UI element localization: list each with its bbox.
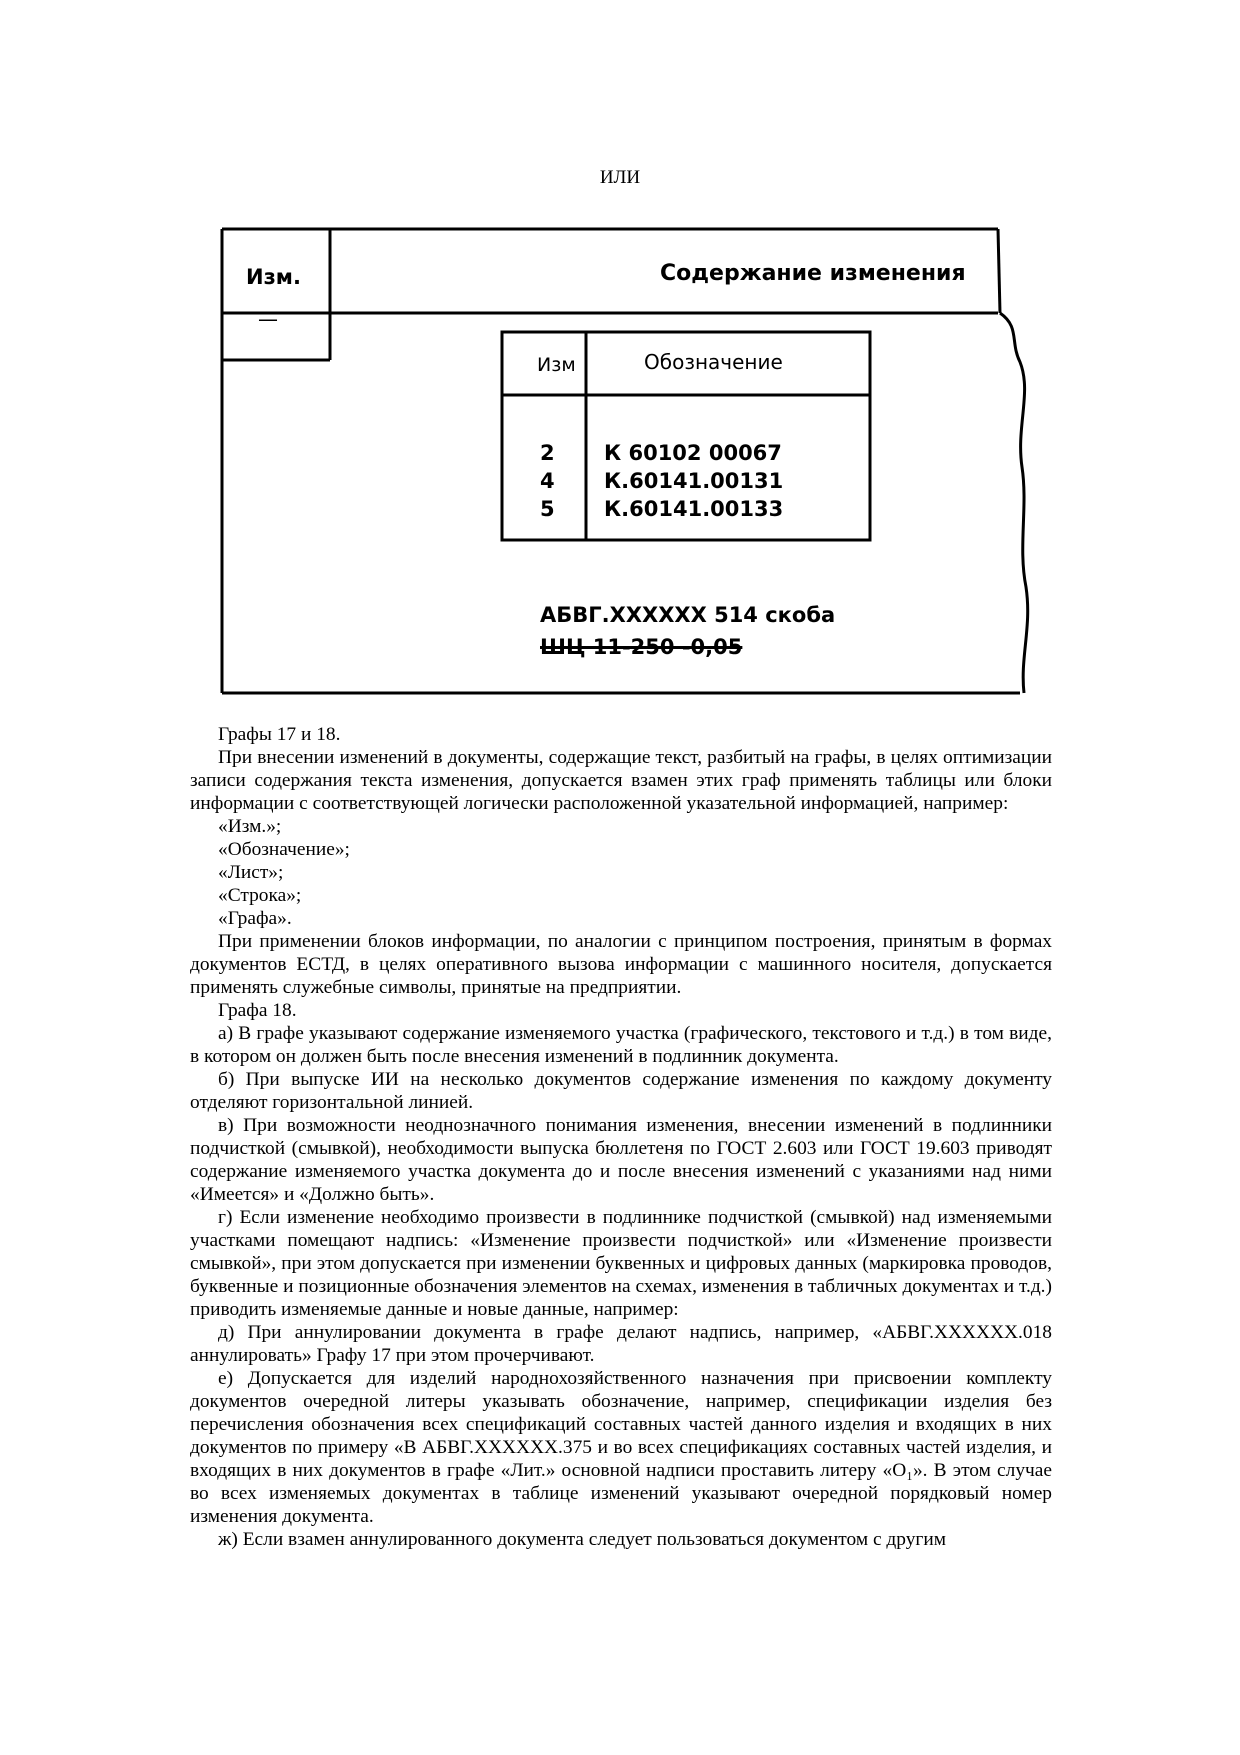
inner-col-oboz: Обозначение xyxy=(644,350,783,374)
list-item: «Лист»; xyxy=(218,862,284,883)
paragraph: а) В графе указывают содержание изменяемого участка (графического, текстового и т.д.) в том виде, в котором он должен быть после внесения изменений в подлинник документа. xyxy=(190,1023,1052,1067)
inner-row-code: К.60141.00131 xyxy=(604,469,784,493)
body-text xyxy=(190,723,1052,1551)
paragraph: При применении блоков информации, по аналогии с принципом построения, принятым в формах документов ЕСТД, в целях оперативного вызова информации с машинного носителя, допускается применять служебные символы, принятые на предприятии. xyxy=(190,931,1052,998)
designation-line: АБВГ.XXXXXX 514 скоба xyxy=(540,603,836,627)
struck-designation: ШЦ 11-250 -0,05 xyxy=(540,635,743,659)
inner-row-num: 4 xyxy=(540,469,555,493)
paragraph: При внесении изменений в документы, содержащие текст, разбитый на графы, в целях оптимизации записи содержания текста изменения, допускается взамен этих граф применять таблицы или блоки информации с соответствующей логически расположенной указательной информацией, например: xyxy=(190,747,1052,814)
paragraph: Графы 17 и 18. xyxy=(218,724,341,745)
paragraph: д) При аннулировании документа в графе делают надпись, например, «АБВГ.XXXXXX.018 аннулировать» Графу 17 при этом прочерчивают. xyxy=(190,1322,1052,1366)
paragraph: г) Если изменение необходимо произвести в подлиннике подчисткой (смывкой) над изменяемыми участками помещают надпись: «Изменение произвести подчисткой» или «Изменение произвести смывкой», при этом допускается при изменении буквенных и цифровых данных (маркировка проводов, буквенные и позиционные обозначения элементов на схемах, изменения в табличных документах и т.д.) приводить изменяемые данные и новые данные, например: xyxy=(190,1207,1052,1320)
header-content: Содержание изменения xyxy=(660,261,966,286)
list-item: «Строка»; xyxy=(218,885,302,906)
list-item: «Графа». xyxy=(218,908,292,929)
inner-row-code: К 60102 00067 xyxy=(604,441,782,465)
paragraph: Графа 18. xyxy=(218,1000,297,1021)
inner-row-num: 5 xyxy=(540,497,555,521)
paragraph: ж) Если взамен аннулированного документа следует пользоваться документом с другим xyxy=(218,1529,947,1550)
paragraph: е) Допускается для изделий народнохозяйственного назначения при присвоении комплекту документов очередной литеры указывать обозначение, например, спецификации изделия без перечисления обозначения всех спецификаций составных частей данного изделия и входящих в них документов по примеру «В АБВГ.XXXXXX.375 и во всех спецификациях составных частей изделия, и входящих в них документов в графе «Лит.» основной надписи проставить литеру «О₁». В этом случае во всех изменяемых документах в таблице изменений указывают очередной порядковый номер изменения документа. xyxy=(190,1368,1052,1527)
inner-col-izm: Изм xyxy=(537,354,576,376)
empty-dash: — xyxy=(258,307,278,331)
or-label: ИЛИ xyxy=(599,167,641,188)
header-izm: Изм. xyxy=(246,265,301,289)
list-item: «Изм.»; xyxy=(218,816,282,837)
paragraph: б) При выпуске ИИ на несколько документов содержание изменения по каждому документу отделяют горизонтальной линией. xyxy=(190,1069,1052,1113)
inner-row-num: 2 xyxy=(540,441,555,465)
change-form-figure xyxy=(220,227,1040,697)
inner-row-code: К.60141.00133 xyxy=(604,497,784,521)
paragraph: в) При возможности неоднозначного понимания изменения, внесении изменений в подлинники подчисткой (смывкой), необходимости выпуска бюллетеня по ГОСТ 2.603 или ГОСТ 19.603 приводят содержание изменяемого участка документа до и после внесения изменений с указаниями над ними «Имеется» и «Должно быть». xyxy=(190,1115,1052,1205)
list-item: «Обозначение»; xyxy=(218,839,350,860)
